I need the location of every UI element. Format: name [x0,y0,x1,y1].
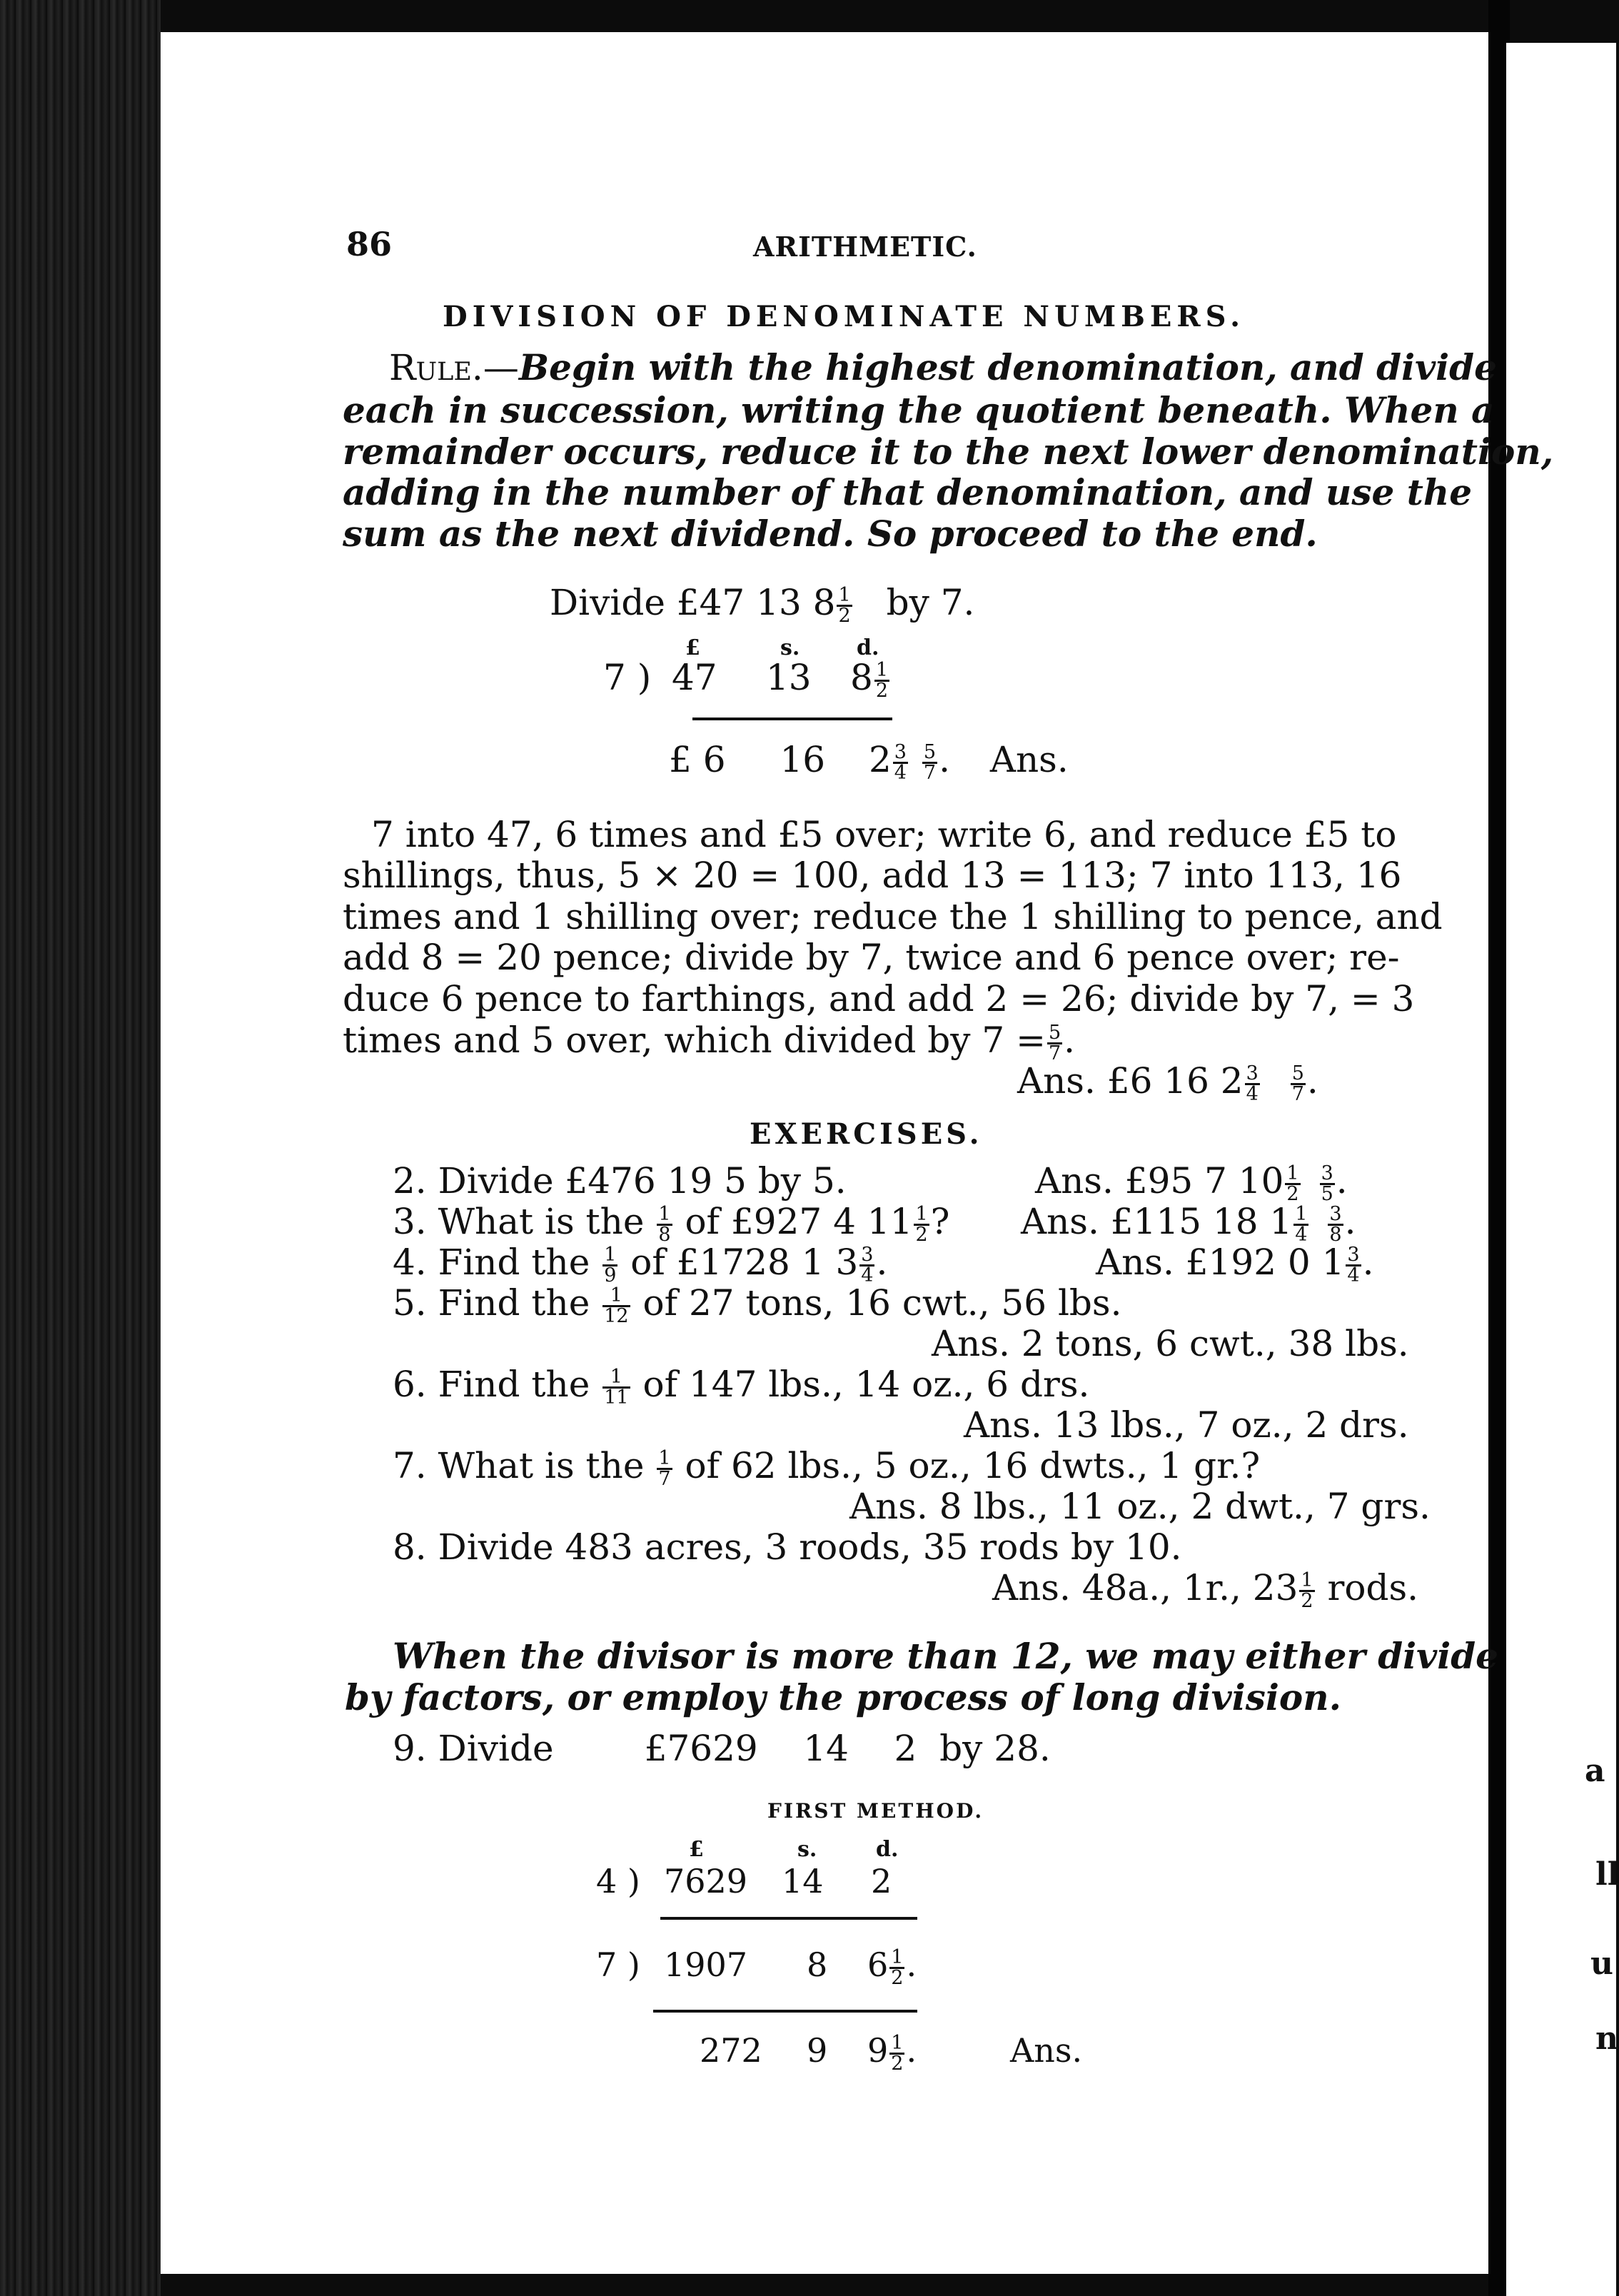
exercise-6-question: 6. Find the $\frac{1}{11}$ of 147 lbs., 14 oz., 6 drs. [393,1364,1090,1409]
book-page [161,32,1554,2274]
final-answer-label: Ans. [1010,2031,1083,2070]
example-statement: Divide £47 13 8 $\frac{1}{2}$ by 7. [550,582,975,627]
rule-line-2: each in succession, writing the quotient beneath. When a [343,389,1495,431]
rule-label: Rule.— [389,347,519,388]
division-line-2 [660,1917,917,1920]
note-line-2: by factors, or employ the process of long division. [345,1676,1341,1718]
exercise-2-answer: Ans. £95 7 10 $\frac{1}{2}$ $\frac{3}{5}$ . [1035,1160,1348,1205]
row1-shillings: 14 [782,1862,824,1900]
unit-pence: d. [857,635,879,660]
division-line [692,718,892,720]
explanation-line-3: times and 1 shilling over; reduce the 1 shilling to pence, and [343,896,1443,937]
dividend-pounds: 47 [672,657,717,698]
row1-pence: 2 [871,1862,892,1900]
exercise-6-answer: Ans. 13 lbs., 7 oz., 2 drs. [964,1404,1409,1446]
unit-pound-2: £ [689,1837,704,1862]
explanation-answer: Ans. £6 16 2 $\frac{3}{4}$ $\frac{5}{7}$ . [1017,1060,1318,1105]
unit-pound: £ [685,635,700,660]
exercise-4-answer: Ans. £192 0 1 $\frac{3}{4}$ . [1096,1242,1374,1287]
row2-pounds: 1907 [664,1945,748,1984]
rule-line-3: remainder occurs, reduce it to the next lower denomination, [343,430,1554,473]
divisor: 7 ) [603,657,652,698]
exercise-3-question: 3. What is the $\frac{1}{8}$ of £927 4 11 $\frac{1}{2}$ ? [393,1201,950,1246]
explanation-line-2: shillings, thus, 5 × 20 = 100, add 13 = 113; 7 into 113, 16 [343,855,1402,896]
section-title: DIVISION OF DENOMINATE NUMBERS. [443,300,1246,333]
exercise-2-question: 2. Divide £476 19 5 by 5. [393,1160,847,1202]
division-line-3 [653,2010,917,2013]
edge-glyph: u [1590,1945,1613,1982]
explanation-line-6: times and 5 over, which divided by 7 = $\frac{5}{7}$ . [343,1019,1076,1064]
explanation-line-1: 7 into 47, 6 times and £5 over; write 6, and reduce £5 to [371,814,1397,855]
running-title: ARITHMETIC. [753,231,977,263]
unit-shillings: s. [780,635,800,660]
rule-line-5: sum as the next dividend. So proceed to the end. [343,513,1318,555]
second-divisor: 7 ) [596,1945,640,1984]
exercise-8-question: 8. Divide 483 acres, 3 roods, 35 rods by 10. [393,1526,1182,1568]
edge-glyph: a [1585,1753,1605,1789]
page-number: 86 [346,225,393,263]
unit-shillings-2: s. [797,1837,817,1862]
row2-pence: 6 $\frac{1}{2}$ . [867,1945,917,1989]
explanation-line-5: duce 6 pence to farthings, and add 2 = 26; divide by 7, = 3 [343,978,1415,1019]
first-divisor: 4 ) [596,1862,640,1900]
unit-pence-2: d. [876,1837,899,1862]
edge-glyph: n [1595,2020,1618,2057]
dividend-pence: 8 $\frac{1}{2}$ [850,657,888,702]
explanation-line-4: add 8 = 20 pence; divide by 7, twice and 6 pence over; re- [343,937,1400,978]
exercises-title: EXERCISES. [750,1117,983,1151]
row1-pounds: 7629 [664,1862,748,1900]
rule-line-1 [389,346,1497,388]
exercise-5-question: 5. Find the $\frac{1}{12}$ of 27 tons, 16 cwt., 56 lbs. [393,1282,1122,1327]
rule-line-4: adding in the number of that denomination, and use the [343,471,1473,513]
exercise-7-answer: Ans. 8 lbs., 11 oz., 2 dwt., 7 grs. [849,1486,1431,1527]
exercise-9-question: 9. Divide £7629 14 2 by 28. [393,1728,1051,1769]
row3-pence: 9 $\frac{1}{2}$ . [867,2031,917,2075]
exercise-7-question: 7. What is the $\frac{1}{7}$ of 62 lbs., 5 oz., 16 dwts., 1 gr.? [393,1445,1261,1490]
edge-glyph: ll [1595,1856,1619,1893]
exercise-4-question: 4. Find the $\frac{1}{9}$ of £1728 1 3 $\frac{3}{4}$ . [393,1242,888,1287]
note-line-1: When the divisor is more than 12, we may either divide [393,1635,1498,1677]
exercise-5-answer: Ans. 2 tons, 6 cwt., 38 lbs. [932,1323,1409,1364]
quotient-row: £ 6 16 2 $\frac{3}{4}$ $\frac{5}{7}$ . Ans. [669,739,1069,784]
row3-shillings: 9 [807,2031,828,2070]
row3-pounds: 272 [700,2031,762,2070]
exercise-3-answer: Ans. £115 18 1 $\frac{1}{4}$ $\frac{3}{8}$ . [1021,1201,1356,1246]
rule-text: Begin with the highest denomination, and divide [518,346,1497,388]
exercise-8-answer: Ans. 48a., 1r., 23 $\frac{1}{2}$ rods. [992,1567,1419,1612]
method-title: FIRST METHOD. [767,1799,984,1823]
row2-shillings: 8 [807,1945,828,1984]
adjacent-page-edge [1506,43,1619,2296]
dividend-shillings: 13 [766,657,812,698]
book-binding [0,0,161,2296]
